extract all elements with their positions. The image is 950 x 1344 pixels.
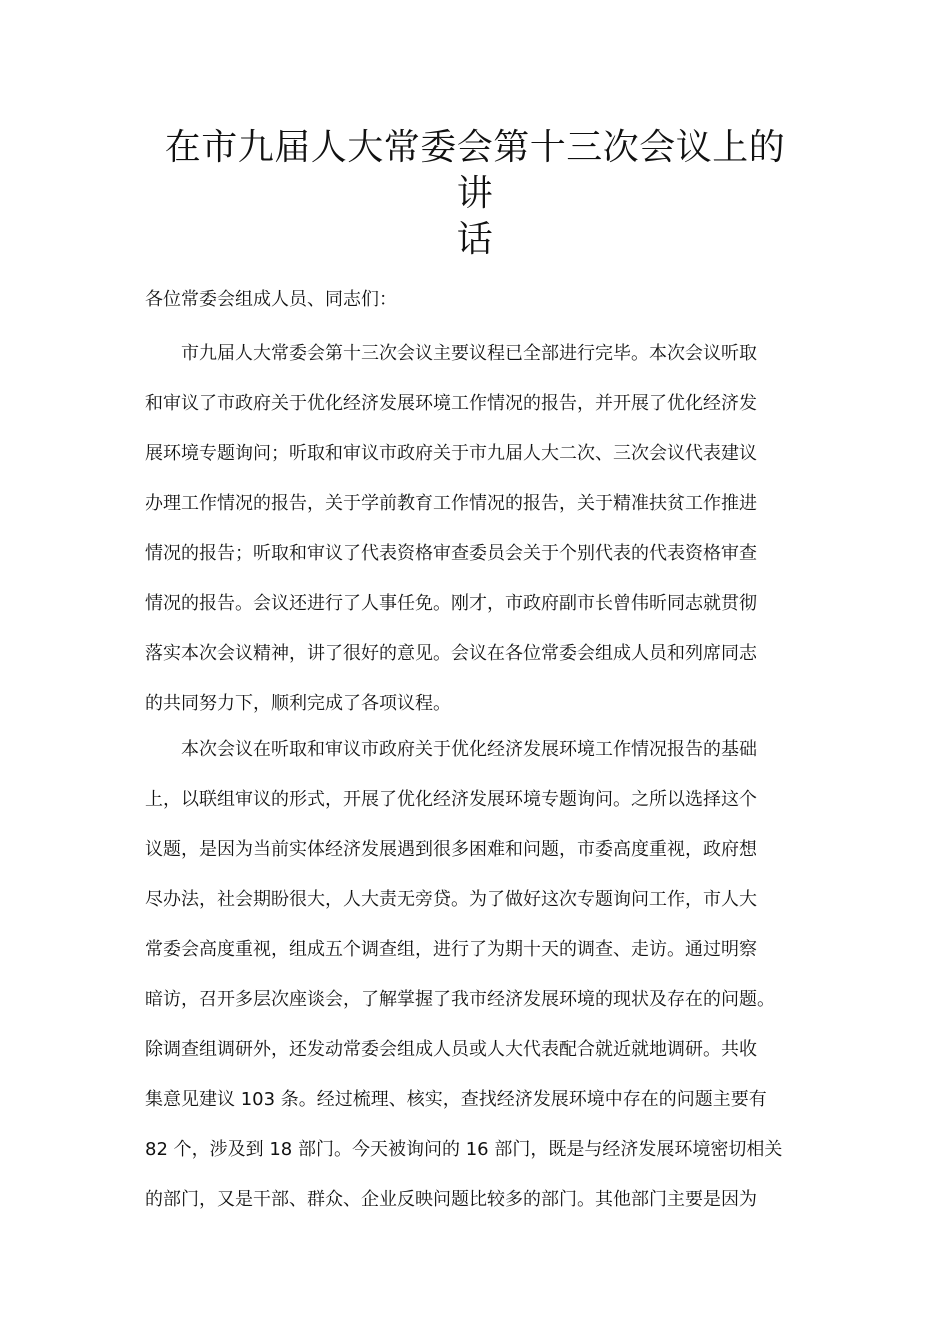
salutation: 各位常委会组成人员、同志们： xyxy=(145,289,397,310)
paragraph-2 xyxy=(145,736,807,1236)
paragraph-line: 上，以联组审议的形式，开展了优化经济发展环境专题询问。之所以选择这个 xyxy=(145,789,757,810)
paragraph-line: 的部门，又是干部、群众、企业反映问题比较多的部门。其他部门主要是因为 xyxy=(145,1189,757,1210)
title-line: 话 xyxy=(456,219,494,260)
paragraph-line: 常委会高度重视，组成五个调查组，进行了为期十天的调查、走访。通过明察 xyxy=(145,939,757,960)
paragraph-line: 情况的报告。会议还进行了人事任免。刚才，市政府副市长曾伟昕同志就贯彻 xyxy=(145,593,757,614)
paragraph-line: 市九届人大常委会第十三次会议主要议程已全部进行完毕。本次会议听取 xyxy=(181,343,757,364)
paragraph-1 xyxy=(145,340,807,740)
paragraph-line: 本次会议在听取和审议市政府关于优化经济发展环境工作情况报告的基础 xyxy=(181,739,757,760)
paragraph-line: 的共同努力下，顺利完成了各项议程。 xyxy=(145,693,451,714)
paragraph-line: 集意见建议 103 条。经过梳理、核实，查找经济发展环境中存在的问题主要有 xyxy=(145,1089,767,1110)
paragraph-line: 和审议了市政府关于优化经济发展环境工作情况的报告，并开展了优化经济发 xyxy=(145,393,757,414)
paragraph-line: 情况的报告；听取和审议了代表资格审查委员会关于个别代表的代表资格审查 xyxy=(145,543,757,564)
document-title xyxy=(150,125,800,263)
paragraph-line: 暗访，召开多层次座谈会，了解掌握了我市经济发展环境的现状及存在的问题。 xyxy=(145,989,775,1010)
paragraph-line: 办理工作情况的报告，关于学前教育工作情况的报告，关于精准扶贫工作推进 xyxy=(145,493,757,514)
title-line: 在市九届人大常委会第十三次会议上的讲 xyxy=(164,127,786,214)
paragraph-line: 除调查组调研外，还发动常委会组成人员或人大代表配合就近就地调研。共收 xyxy=(145,1039,757,1060)
paragraph-line: 82 个，涉及到 18 部门。今天被询问的 16 部门，既是与经济发展环境密切相关 xyxy=(145,1139,783,1160)
paragraph-line: 展环境专题询问；听取和审议市政府关于市九届人大二次、三次会议代表建议 xyxy=(145,443,757,464)
paragraph-line: 尽办法，社会期盼很大，人大责无旁贷。为了做好这次专题询问工作，市人大 xyxy=(145,889,757,910)
paragraph-line: 落实本次会议精神，讲了很好的意见。会议在各位常委会组成人员和列席同志 xyxy=(145,643,757,664)
paragraph-line: 议题，是因为当前实体经济发展遇到很多困难和问题，市委高度重视，政府想 xyxy=(145,839,757,860)
